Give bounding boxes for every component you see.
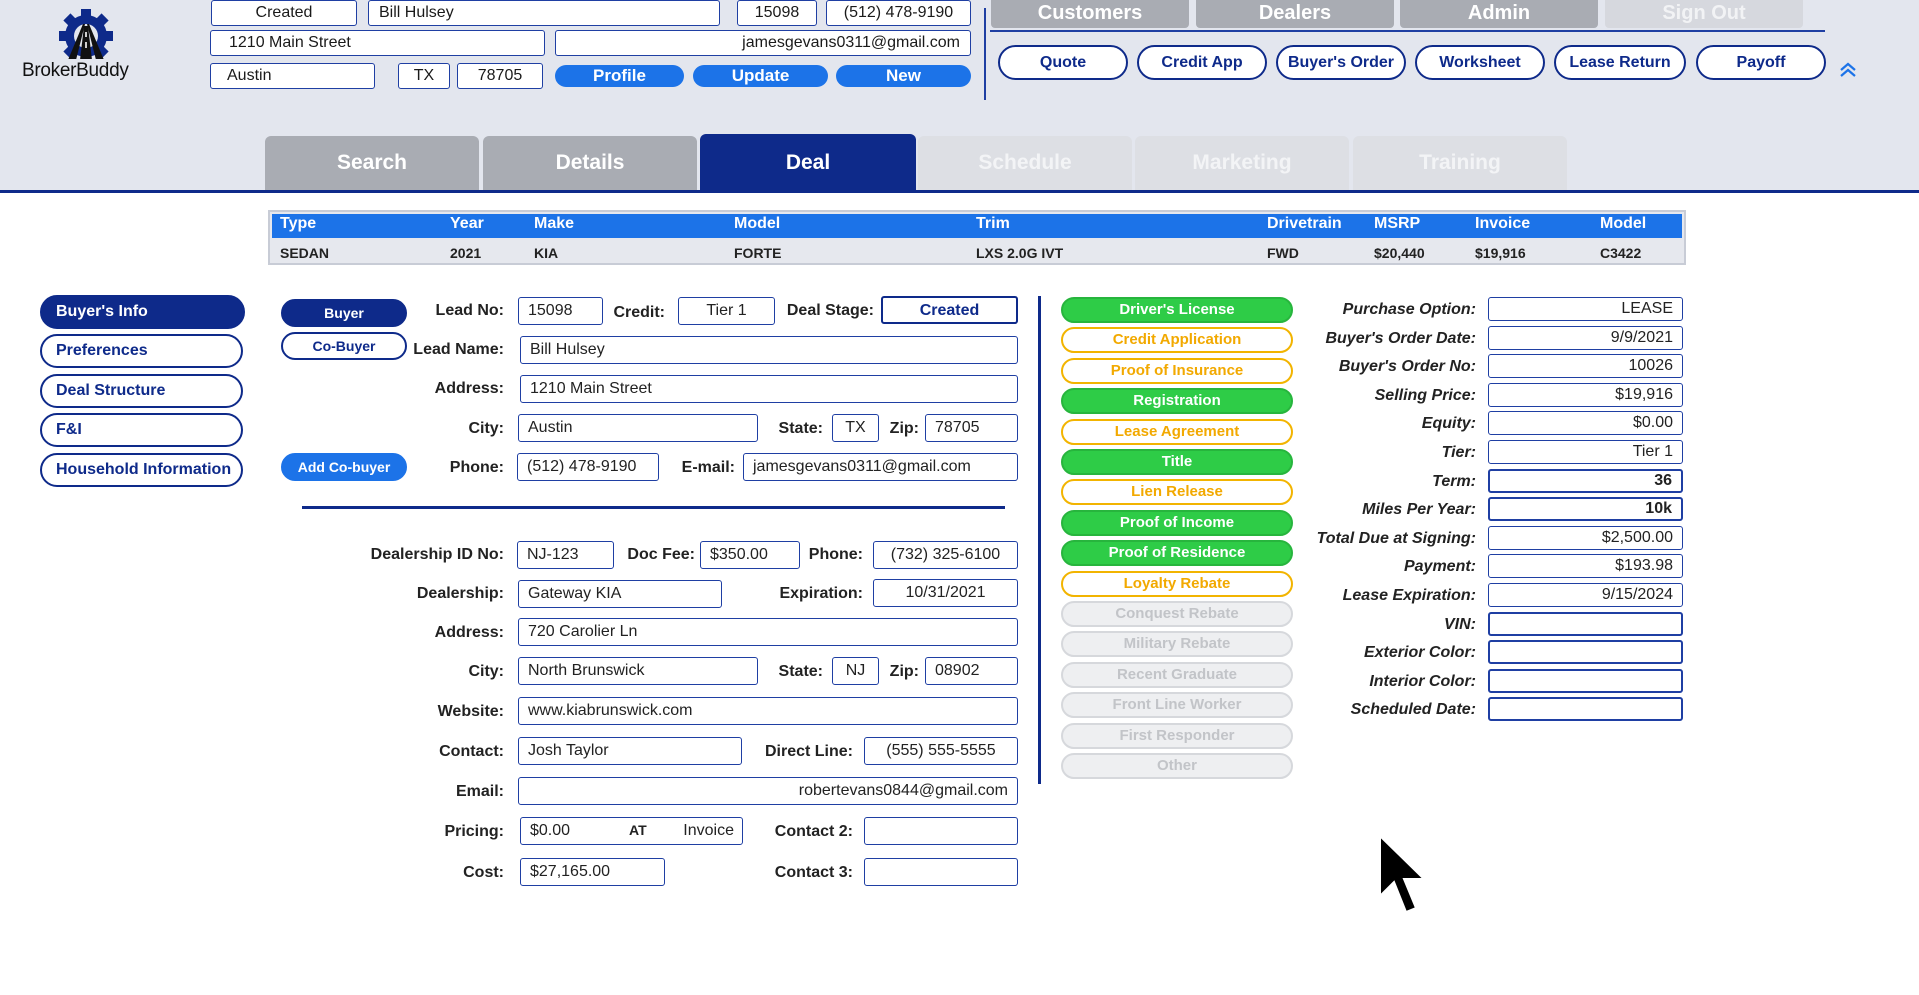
expiration-label: Expiration:	[779, 585, 863, 602]
summary-field-scheduled-date[interactable]	[1488, 697, 1683, 721]
documents-divider	[1038, 296, 1041, 784]
tab-customers[interactable]: Customers	[991, 0, 1189, 28]
summary-field-tier[interactable]: Tier 1	[1488, 440, 1683, 464]
document-loyalty-rebate[interactable]: Loyalty Rebate	[1061, 571, 1293, 597]
cost-field[interactable]: $27,165.00	[520, 858, 665, 886]
add-cobuyer-button[interactable]: Add Co-buyer	[281, 453, 407, 481]
sidebar-item-household-information[interactable]: Household Information	[40, 453, 243, 487]
vehicle-drivetrain: FWD	[1267, 245, 1299, 261]
document-lien-release[interactable]: Lien Release	[1061, 479, 1293, 505]
sidebar-item-buyers-info[interactable]: Buyer's Info	[40, 295, 245, 329]
vehicle-header-invoice: Invoice	[1475, 215, 1531, 232]
buyer-phone-label: Phone:	[449, 459, 504, 476]
tab-dealers[interactable]: Dealers	[1196, 0, 1394, 28]
contact2-field[interactable]	[864, 817, 1018, 845]
profile-button[interactable]: Profile	[555, 65, 684, 87]
buyer-phone-field[interactable]: (512) 478-9190	[517, 453, 659, 481]
dealer-city-field[interactable]: North Brunswick	[518, 657, 758, 685]
direct-line-label: Direct Line:	[764, 743, 853, 760]
header-lead-name-field[interactable]: Bill Hulsey	[368, 0, 720, 26]
sidebar-item-deal-structure[interactable]: Deal Structure	[40, 374, 243, 408]
summary-label-vin: VIN:	[1444, 615, 1476, 633]
tab-marketing[interactable]: Marketing	[1135, 136, 1349, 190]
vehicle-header-type: Type	[280, 215, 317, 232]
dealer-city-label: City:	[468, 663, 504, 680]
document-first-responder[interactable]: First Responder	[1061, 723, 1293, 749]
dealer-email-field[interactable]: robertevans0844@gmail.com	[518, 777, 1018, 805]
document-credit-application[interactable]: Credit Application	[1061, 327, 1293, 353]
brokerbuddy-logo[interactable]	[20, 6, 155, 86]
pricing-at: AT	[629, 822, 647, 838]
header-divider	[0, 190, 1919, 193]
summary-field-payment[interactable]: $193.98	[1488, 554, 1683, 578]
buyer-city-field[interactable]: Austin	[518, 414, 758, 442]
summary-field-purchase-option[interactable]: LEASE	[1488, 297, 1683, 321]
tab-training[interactable]: Training	[1353, 136, 1567, 190]
document-recent-graduate[interactable]: Recent Graduate	[1061, 662, 1293, 688]
dealer-email-label: Email:	[455, 783, 504, 800]
summary-label-buyer-s-order-no: Buyer's Order No:	[1338, 358, 1476, 376]
sidebar-item-fi[interactable]: F&I	[40, 413, 243, 447]
summary-field-vin[interactable]	[1488, 612, 1683, 636]
document-lease-agreement[interactable]: Lease Agreement	[1061, 419, 1293, 445]
dealer-zip-label: Zip:	[889, 663, 919, 680]
document-military-rebate[interactable]: Military Rebate	[1061, 631, 1293, 657]
dealer-zip-field[interactable]: 08902	[925, 657, 1018, 685]
summary-field-lease-expiration[interactable]: 9/15/2024	[1488, 583, 1683, 607]
header-zip-field[interactable]: 78705	[457, 63, 543, 89]
summary-field-miles-per-year[interactable]: 10k	[1488, 497, 1683, 521]
quote-button[interactable]: Quote	[998, 45, 1128, 80]
expiration-field[interactable]: 10/31/2021	[873, 579, 1018, 607]
lead-no-label: Lead No:	[435, 302, 504, 319]
buyer-state-label: State:	[778, 420, 823, 437]
buyer-zip-field[interactable]: 78705	[925, 414, 1018, 442]
vehicle-table	[268, 210, 1686, 265]
summary-field-buyer-s-order-date[interactable]: 9/9/2021	[1488, 326, 1683, 350]
summary-label-buyer-s-order-date: Buyer's Order Date:	[1325, 329, 1476, 347]
header-status-field[interactable]: Created	[211, 0, 357, 26]
vehicle-make: KIA	[534, 245, 559, 261]
document-driver-s-license[interactable]: Driver's License	[1061, 297, 1293, 323]
cost-label: Cost:	[463, 864, 504, 881]
buyer-email-label: E-mail:	[681, 459, 735, 476]
pricing-amount: $0.00	[530, 822, 571, 839]
tab-deal[interactable]: Deal	[700, 134, 916, 190]
contact-field[interactable]: Josh Taylor	[518, 737, 742, 765]
summary-label-payment: Payment:	[1403, 558, 1476, 576]
contact3-field[interactable]	[864, 858, 1018, 886]
dealer-state-field[interactable]: NJ	[832, 657, 879, 685]
buyer-city-label: City:	[468, 420, 504, 437]
vehicle-invoice: $19,916	[1475, 245, 1526, 261]
dealership-id-label: Dealership ID No:	[370, 546, 504, 563]
summary-label-miles-per-year: Miles Per Year:	[1362, 501, 1476, 519]
summary-field-equity[interactable]: $0.00	[1488, 411, 1683, 435]
vehicle-header-trim: Trim	[976, 215, 1010, 232]
lead-name-label: Lead Name:	[413, 341, 504, 358]
collapse-chevron-icon[interactable]	[1838, 60, 1858, 80]
summary-field-exterior-color[interactable]	[1488, 640, 1683, 664]
website-label: Website:	[437, 703, 504, 720]
header-state-field[interactable]: TX	[398, 63, 450, 89]
doc-fee-field[interactable]: $350.00	[700, 541, 800, 569]
document-registration[interactable]: Registration	[1061, 388, 1293, 414]
document-proof-of-residence[interactable]: Proof of Residence	[1061, 540, 1293, 566]
cobuyer-toggle-button[interactable]: Co-Buyer	[281, 332, 407, 360]
document-title[interactable]: Title	[1061, 449, 1293, 475]
lease-return-button[interactable]: Lease Return	[1554, 45, 1686, 80]
summary-label-term: Term:	[1432, 472, 1476, 490]
dealership-label: Dealership:	[416, 585, 504, 602]
credit-app-button[interactable]: Credit App	[1137, 45, 1267, 80]
tab-sign-out[interactable]: Sign Out	[1605, 0, 1803, 28]
pricing-label: Pricing:	[444, 823, 504, 840]
vehicle-msrp: $20,440	[1374, 245, 1425, 261]
vehicle-model-code: C3422	[1600, 245, 1642, 261]
vehicle-header-model: Model	[734, 215, 781, 232]
credit-label: Credit:	[613, 304, 665, 321]
contact2-label: Contact 2:	[774, 823, 853, 840]
summary-label-scheduled-date: Scheduled Date:	[1350, 701, 1476, 719]
header-address-field[interactable]: 1210 Main Street	[210, 30, 545, 56]
gear-road-icon	[20, 6, 155, 62]
payoff-button[interactable]: Payoff	[1696, 45, 1826, 80]
update-button[interactable]: Update	[693, 65, 828, 87]
header-phone-field[interactable]: (512) 478-9190	[826, 0, 971, 26]
tab-admin[interactable]: Admin	[1400, 0, 1598, 28]
section-divider	[302, 506, 1005, 509]
dealer-state-label: State:	[778, 663, 823, 680]
vehicle-trim: LXS 2.0G IVT	[976, 245, 1064, 261]
worksheet-button[interactable]: Worksheet	[1415, 45, 1545, 80]
header-separator	[984, 8, 986, 100]
tab-details[interactable]: Details	[483, 136, 697, 190]
document-conquest-rebate[interactable]: Conquest Rebate	[1061, 601, 1293, 627]
logo-text: BrokerBuddy	[22, 60, 129, 81]
lead-no-field[interactable]: 15098	[518, 297, 603, 325]
summary-label-total-due-at-signing: Total Due at Signing:	[1316, 529, 1476, 547]
vehicle-year: 2021	[450, 245, 482, 261]
new-button[interactable]: New	[836, 65, 971, 87]
buyer-state-field[interactable]: TX	[832, 414, 879, 442]
header-email-field[interactable]: jamesgevans0311@gmail.com	[555, 30, 971, 56]
lead-name-field[interactable]: Bill Hulsey	[520, 336, 1018, 364]
tab-search[interactable]: Search	[265, 136, 479, 190]
document-proof-of-income[interactable]: Proof of Income	[1061, 510, 1293, 536]
summary-field-total-due-at-signing[interactable]: $2,500.00	[1488, 526, 1683, 550]
vehicle-header-make: Make	[534, 215, 575, 232]
dealership-id-field[interactable]: NJ-123	[517, 541, 614, 569]
sidebar-item-preferences[interactable]: Preferences	[40, 334, 243, 368]
document-other[interactable]: Other	[1061, 753, 1293, 779]
vehicle-header-msrp: MSRP	[1374, 215, 1421, 232]
summary-label-equity: Equity:	[1421, 415, 1476, 433]
summary-label-tier: Tier:	[1441, 444, 1476, 461]
deal-stage-field[interactable]: Created	[881, 296, 1018, 324]
vehicle-header-year: Year	[450, 215, 484, 232]
deal-stage-label: Deal Stage:	[786, 302, 874, 319]
summary-field-buyer-s-order-no[interactable]: 10026	[1488, 354, 1683, 378]
buyer-address-label: Address:	[434, 380, 504, 397]
summary-field-term[interactable]: 36	[1488, 469, 1683, 493]
pricing-basis: Invoice	[683, 822, 734, 839]
dealer-phone-field[interactable]: (732) 325-6100	[873, 541, 1018, 569]
direct-line-field[interactable]: (555) 555-5555	[864, 737, 1018, 765]
buyers-order-button[interactable]: Buyer's Order	[1276, 45, 1406, 80]
vehicle-type: SEDAN	[280, 245, 330, 261]
contact3-label: Contact 3:	[774, 864, 853, 881]
document-proof-of-insurance[interactable]: Proof of Insurance	[1061, 358, 1293, 384]
mouse-cursor-icon	[1378, 834, 1430, 918]
nav-underline	[990, 30, 1825, 32]
tab-schedule[interactable]: Schedule	[918, 136, 1132, 190]
summary-label-lease-expiration: Lease Expiration:	[1342, 587, 1476, 604]
dealer-phone-label: Phone:	[808, 546, 863, 563]
summary-label-purchase-option: Purchase Option:	[1342, 301, 1476, 318]
vehicle-model: FORTE	[734, 245, 782, 261]
dealer-address-label: Address:	[434, 624, 504, 641]
summary-field-interior-color[interactable]	[1488, 669, 1683, 693]
doc-fee-label: Doc Fee:	[627, 546, 695, 563]
document-front-line-worker[interactable]: Front Line Worker	[1061, 692, 1293, 718]
dealership-field[interactable]: Gateway KIA	[518, 580, 722, 608]
pricing-field[interactable]	[520, 817, 743, 845]
website-field[interactable]: www.kiabrunswick.com	[518, 697, 1018, 725]
credit-field[interactable]: Tier 1	[678, 297, 775, 325]
header-city-field[interactable]: Austin	[210, 63, 375, 89]
buyer-email-field[interactable]: jamesgevans0311@gmail.com	[743, 453, 1018, 481]
summary-label-exterior-color: Exterior Color:	[1363, 644, 1476, 662]
summary-field-selling-price[interactable]: $19,916	[1488, 383, 1683, 407]
buyer-zip-label: Zip:	[889, 420, 919, 437]
buyer-address-field[interactable]: 1210 Main Street	[520, 375, 1018, 403]
vehicle-header-model-code: Model	[1600, 215, 1647, 232]
buyer-toggle-button[interactable]: Buyer	[281, 299, 407, 327]
dealer-address-field[interactable]: 720 Carolier Ln	[518, 618, 1018, 646]
summary-label-interior-color: Interior Color:	[1369, 672, 1476, 690]
header-lead-no-field[interactable]: 15098	[737, 0, 817, 26]
summary-label-selling-price: Selling Price:	[1374, 386, 1476, 404]
vehicle-header-drivetrain: Drivetrain	[1267, 215, 1342, 232]
contact-label: Contact:	[439, 743, 504, 760]
